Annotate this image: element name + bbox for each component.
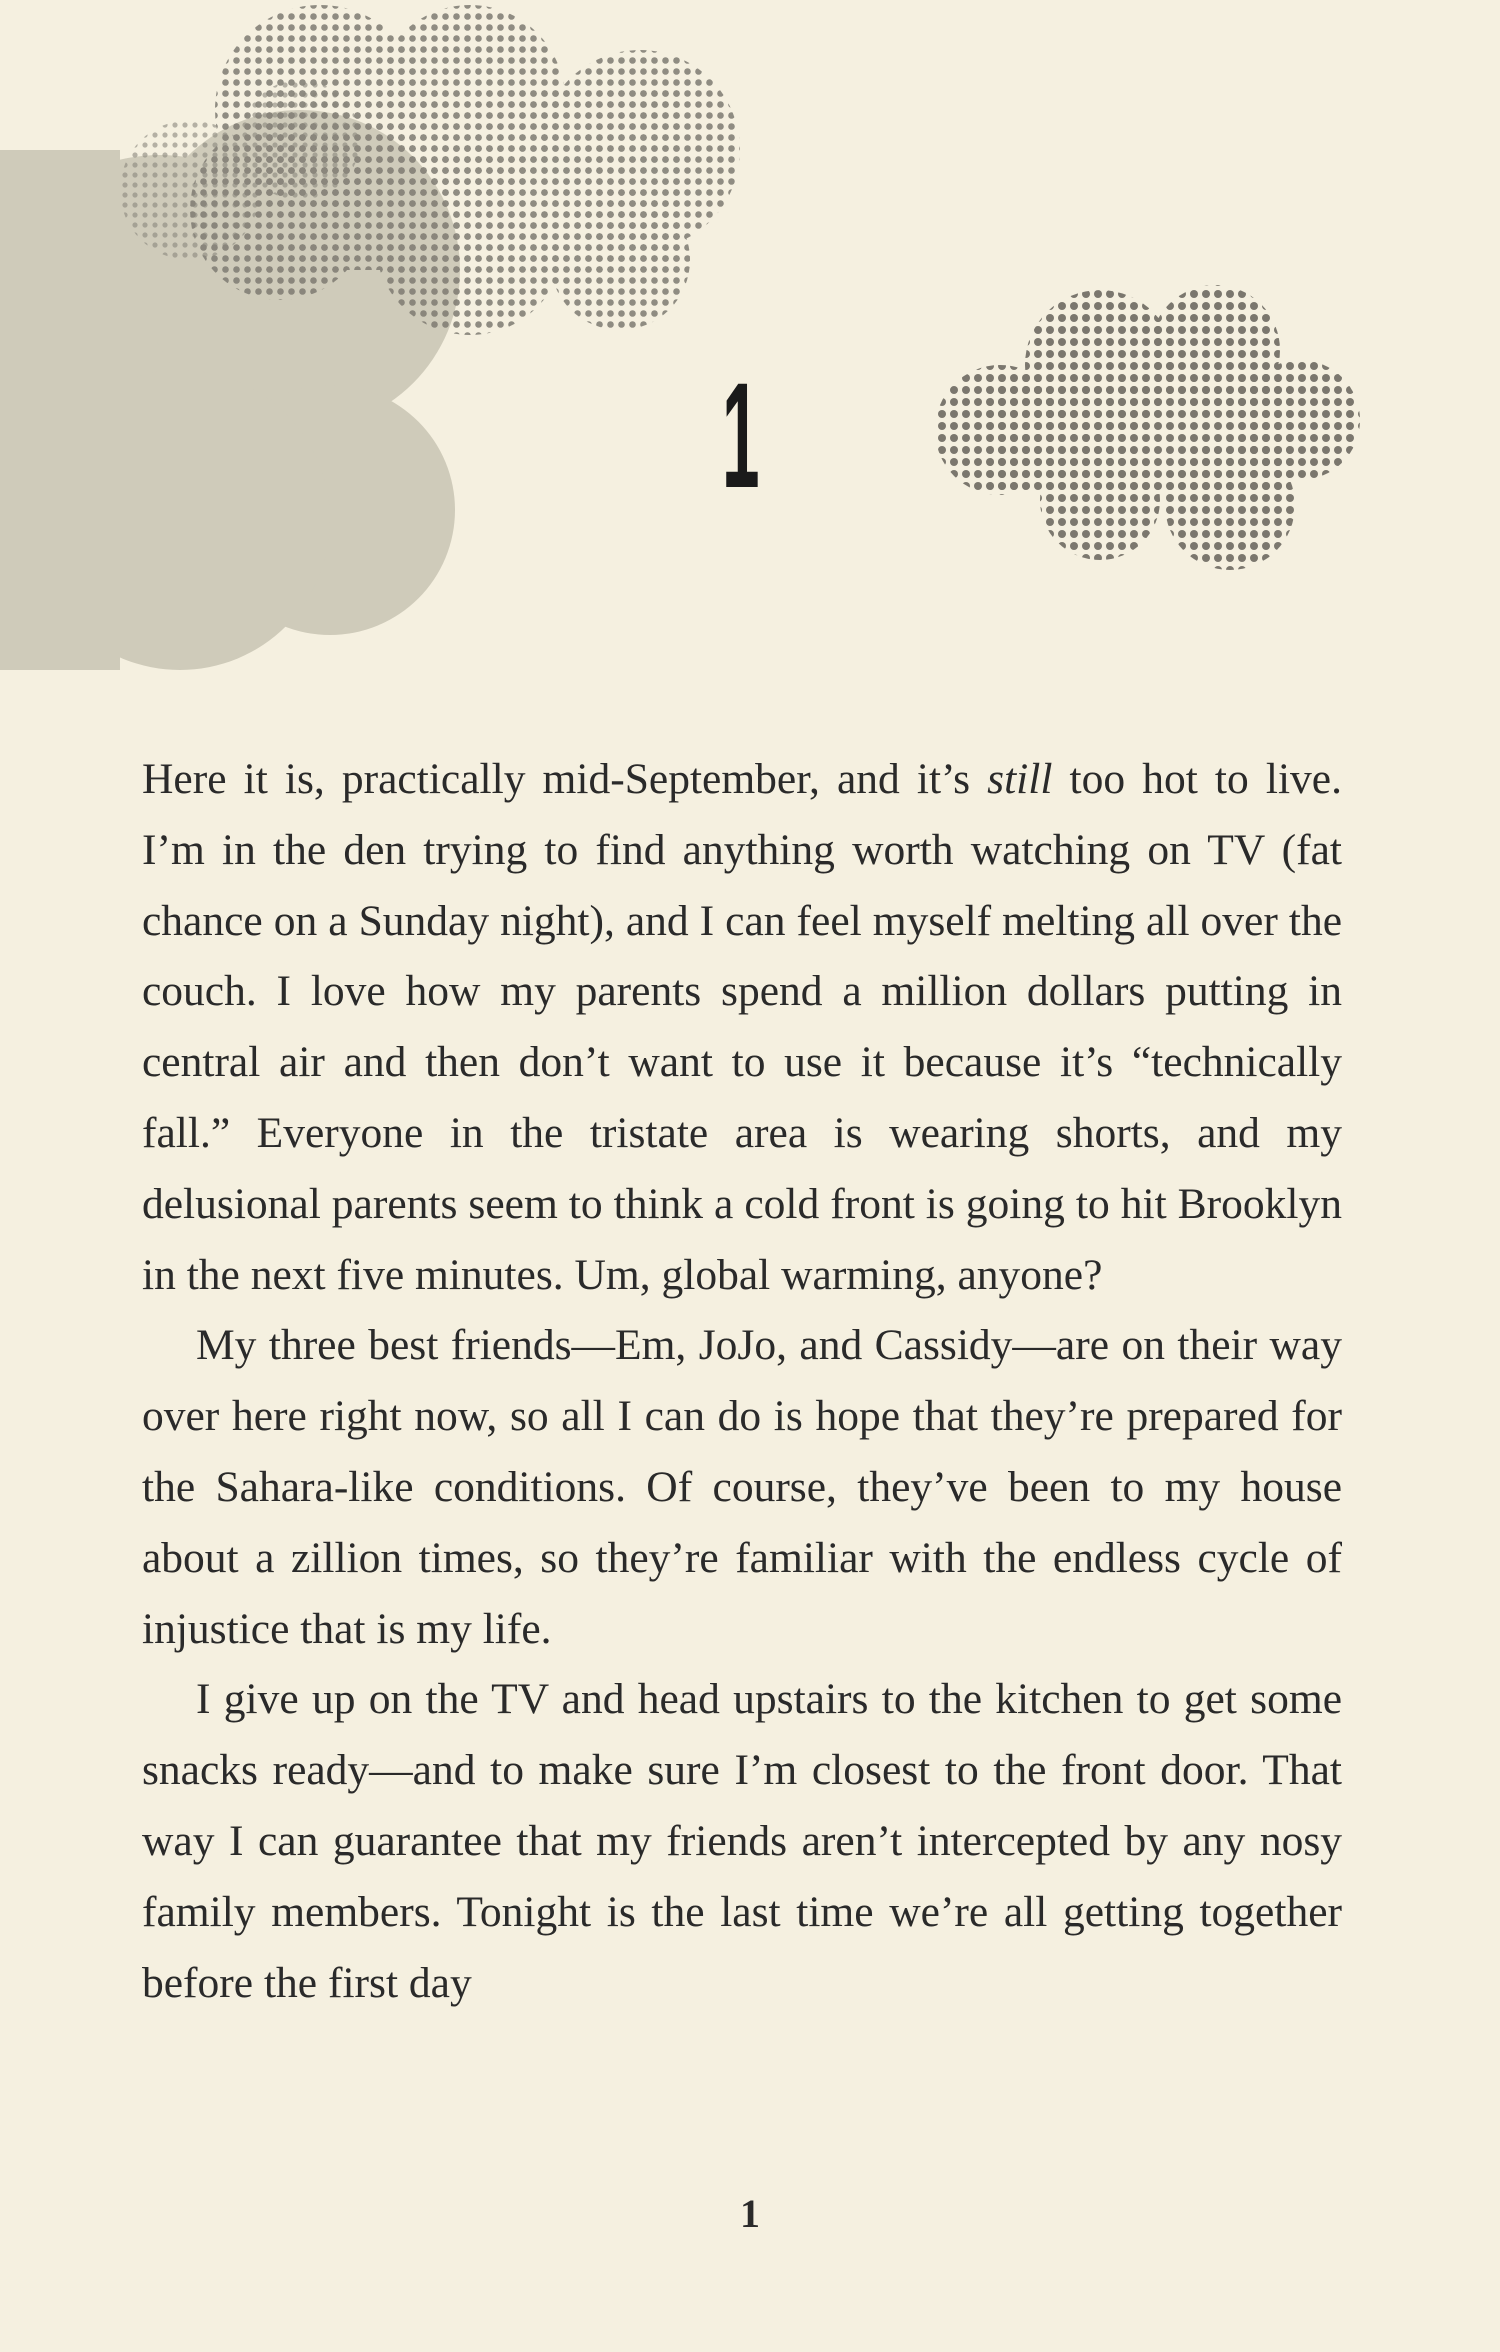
paragraph-text: too hot to live. I’m in the den trying to find anything worth watching on TV (fat chance on a Sunday night), and I can feel myself melting all over the couch. I love how my parents spend a million dollars putting in central air and then don’t want to use it because it’s “technically fall.” Everyone in the tristate area is wearing shorts, and my delusional parents seem to think a cold front is going to hit Brooklyn in the next five minutes. Um, global warming, anyone? [142,755,1342,1299]
cloud-right-halftone-icon [935,285,1360,570]
emphasized-word: still [987,755,1053,803]
body-text [142,744,1342,2018]
page-number: 1 [740,2191,760,2236]
chapter-number: 1 [722,351,760,519]
paragraph: I give up on the TV and head upstairs to the kitchen to get some snacks ready—and to make sure I’m closest to the front door. That way I can guarantee that my friends aren’t intercepted by any nosy family members. Tonight is the last time we’re all getting together before the first day [142,1675,1342,2007]
paragraph-text: Here it is, practically mid-September, and it’s [142,755,988,803]
paragraph [142,744,1342,1310]
cloud-illustration [0,0,1500,700]
paragraph: My three best friends—Em, JoJo, and Cassidy—are on their way over here right now, so all I can do is hope that they’re prepared for the Sahara-like conditions. Of course, they’ve been to my house about a zillion times, so they’re familiar with the endless cycle of injustice that is my life. [142,1321,1342,1653]
